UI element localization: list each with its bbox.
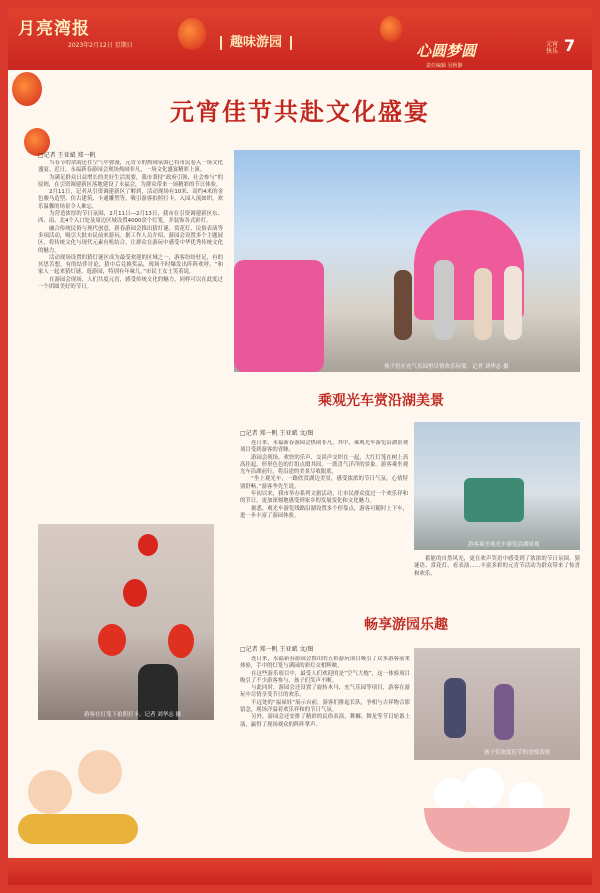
section-title: 畅享游园乐趣 xyxy=(364,617,448,633)
paragraph: 为满足群众日益增长的美好生活需要，我市秉持“政府引领、社会参与”的原则，在引资调建新区落地建设了永福会，为群众带来一场精彩的节日体验。 xyxy=(38,174,223,188)
child-figure xyxy=(444,678,466,738)
article-body xyxy=(240,656,410,826)
article-byline: □记者 郑一帆 王亚斌 文/图 xyxy=(240,430,314,437)
tangyuan-icon xyxy=(464,768,504,808)
child-figure xyxy=(434,260,454,340)
lantern-icon xyxy=(168,624,194,658)
photo-sightseeing-car xyxy=(414,422,580,550)
photo-bouncy-castle xyxy=(234,150,580,372)
page-number: 7 xyxy=(564,36,576,55)
child-face-icon xyxy=(78,750,122,794)
editor-credit: 责任编辑 吴秋静 xyxy=(426,63,463,69)
paragraph: 另外，游园会还安排了精彩的民俗表演，舞狮、舞龙等节目轮番上演，赢得了现场观众的阵阵掌声。 xyxy=(240,714,410,728)
child-figure xyxy=(394,270,412,340)
photo-children xyxy=(414,648,580,760)
photo-caption: 游客在灯笼下拍照打卡。记者 刘华志 摄 xyxy=(84,712,181,718)
paragraph: 当春节的余韵还在空气中弥漫，元宵节的热闹氛围已将市民卷入一场文化盛宴。近日，永福新春游园会现场热闹非凡，一场文化盛宴精彩上演。 xyxy=(38,160,223,174)
issue-date: 2023年2月12日 星期日 xyxy=(68,42,133,49)
paragraph: 连日来，永福新春游园会热闹非凡，其中，乘观光车游览沿湖景观项目受到游客的青睐。 xyxy=(240,440,408,454)
article-body xyxy=(38,160,223,520)
tangyuan-bowl-illustration xyxy=(424,758,574,858)
slogan: 心圆梦圆 xyxy=(416,42,477,60)
dragon-body-shape xyxy=(18,814,138,844)
photo-caption: 孩子们欢度佳节的喜悦表情 xyxy=(484,750,551,756)
child-figure xyxy=(474,268,492,340)
paragraph: “坐上观光车，一路欣赏湖边美景，感受浓浓的节日气氛，心情特别舒畅。”游客李先生说。 xyxy=(240,476,408,490)
paragraph: 2月11日，记者从引资调建新区了解到，活动现场有10米、高约4米的金色骏马造型、仿古建筑、卡通雕塑等，吸引游客拍照打卡。入园人流如织，欢乐温馨的场景令人难忘。 xyxy=(38,189,223,210)
paragraph: 据悉，观光车游览线路沿湖设置多个停靠点，游客可随时上下车，进一步丰富了游园体验。 xyxy=(240,505,408,519)
newspaper-page xyxy=(8,8,592,885)
paragraph: 蓄能的自然风光，更在欢声笑语中感受到了浓浓的节日氛围。猜谜语、赏花灯、看表演……丰富多彩的元宵节活动为群众带来了惊喜和欢乐。 xyxy=(414,556,580,577)
paragraph: 年初以来，我市举办系列文旅活动，让市民群众度过一个欢乐祥和的节日，更加深刻地感受到家乡的发展变化和文化魅力。 xyxy=(240,491,408,505)
lantern-icon xyxy=(178,18,206,50)
slogan-sub: 元宵快乐 xyxy=(546,41,559,55)
paragraph: 不远处的“福禄娃”展示台前，游客们排起长队，争相与吉祥物合影留念，现场洋溢着欢乐祥和的节日气氛。 xyxy=(240,699,410,714)
paragraph: 与此同时，游园会还设置了旋转木马、充气乐园等项目，游客在游玩中尽情享受节日的欢乐。 xyxy=(240,685,410,699)
paragraph: 活动现场设置的猜灯谜区成为最受欢迎的区域之一，游客纷纷驻足，有的冥思苦想，有的结伴讨论，猜中后兑换奖品，现场不时爆发出阵阵欢呼。“和家人一起来猜灯谜、逛游园，特别有年味儿。”市民王女士笑着说。 xyxy=(38,254,223,276)
bowl-shape xyxy=(424,808,570,852)
sightseeing-car-shape xyxy=(464,478,524,522)
paragraph: 连日来，永福新春游园会推出的五彩游玩项目吸引了众多游客前来体验，手中的灯笼与满园的彩灯交相辉映。 xyxy=(240,656,410,670)
photo-caption: 游客乘坐观光车游览沿湖景观 xyxy=(468,542,540,548)
section-title: 乘观光车赏沿湖美景 xyxy=(318,393,444,409)
brand-title: 月亮湾报 xyxy=(18,19,90,39)
paragraph: 在游园会现场，人们共度元宵，感受传统文化的魅力，同样可以在此度过一个团圆美好的节日。 xyxy=(38,276,223,291)
paragraph: 在这些游乐项目中，最受人们欢迎的是“空气大炮”，这一体验项目吸引了不少游客参与，孩子们笑声不断。 xyxy=(240,670,410,684)
lantern-icon xyxy=(123,579,147,607)
lantern-icon xyxy=(138,534,158,556)
column-tag: 趣味游园 xyxy=(220,36,292,50)
main-headline: 元宵佳节共赴文化盛宴 xyxy=(170,97,430,126)
article-byline: □记者 郑一帆 王亚斌 文/图 xyxy=(240,646,314,653)
tangyuan-icon xyxy=(434,778,468,812)
lantern-icon xyxy=(380,16,402,42)
masthead-banner xyxy=(8,8,592,70)
article-byline: □记者 王亚斌 郑一帆 xyxy=(38,152,96,159)
cartoon-children-illustration xyxy=(18,730,148,856)
lantern-icon xyxy=(98,624,126,656)
bouncy-castle-shape xyxy=(234,260,324,372)
child-face-icon xyxy=(28,770,72,814)
footer-bar xyxy=(8,858,592,885)
child-figure xyxy=(494,684,514,740)
photo-caption: 孩子们在充气乐园里尽情欢乐玩耍。记者 刘华志 摄 xyxy=(384,364,509,370)
paragraph: 为营造浓厚的节日氛围，2月11日—2月13日，我市在引资调建新区东、西、南、北4个入口处及周边区域设置4000余个灯笼，并装饰各式彩灯。 xyxy=(38,211,223,225)
child-figure xyxy=(504,266,522,340)
article-body xyxy=(240,440,408,595)
paragraph: 游园会现场，欢快的乐声、交谈声交织在一起，大红灯笼在树上高高挂起，形形色色的灯组点缀其间，一派喜气洋洋的景象。游客乘坐观光车沿湖前行，将沿途的美景尽收眼底。 xyxy=(240,454,408,476)
photo-lantern-street xyxy=(38,524,214,720)
paragraph: 融合传统民俗与现代创意，新春游园会推出猜灯谜、赏花灯、民俗表演等多项活动，吸引大批市民前来游玩。据工作人员介绍，游园会设置多个主题展区，将传统文化与现代元素有机结合，让群众在游玩中感受中华优秀传统文化的魅力。 xyxy=(38,225,223,254)
